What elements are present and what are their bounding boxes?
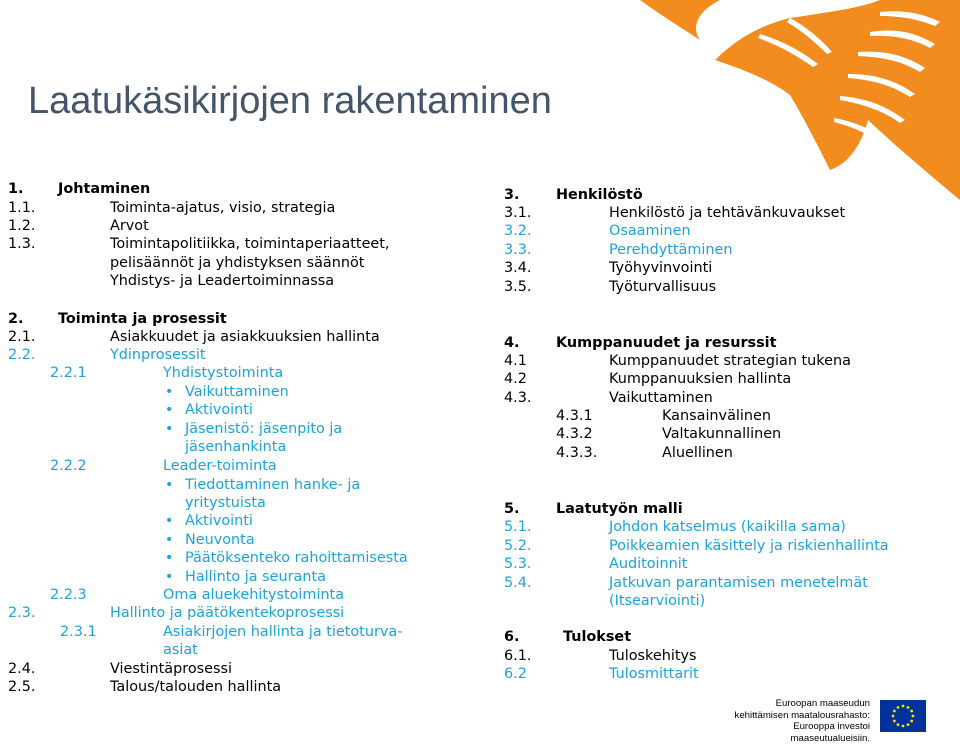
item-text: (Itsearviointi) [609,593,706,609]
item-text: Neuvonta [185,532,255,548]
bullet-icon: • [165,550,174,566]
star-icon [907,706,910,709]
item-text: Arvot [110,218,149,234]
item-number: 4.2 [504,371,527,387]
item-number: 4.3.2 [556,426,593,442]
eu-flag-icon [880,700,926,732]
item-number: 2.4. [8,661,36,677]
item-text: Valtakunnallinen [662,426,782,442]
bullet-icon: • [165,513,174,529]
bullet-icon: • [165,402,174,418]
item-number: 2.5. [8,679,36,695]
item-number: 3.4. [504,260,532,276]
item-number: 1.1. [8,200,36,216]
item-text: Osaaminen [609,223,691,239]
item-number: 5.1. [504,519,532,535]
item-text: Toiminta ja prosessit [58,311,227,327]
item-number: 4. [504,335,520,351]
item-number: 3. [504,187,520,203]
item-text: Perehdyttäminen [609,242,733,258]
star-icon [902,705,905,708]
star-icon [910,720,913,723]
item-text: Vaikuttaminen [609,390,713,406]
item-text: Tulosmittarit [609,666,699,682]
star-icon [893,720,896,723]
item-text: Työturvallisuus [609,279,717,295]
item-number: 1.2. [8,218,36,234]
item-number: 3.3. [504,242,532,258]
item-text: Talous/talouden hallinta [110,679,282,695]
star-icon [897,723,900,726]
item-text: Johdon katselmus (kaikilla sama) [609,519,846,535]
item-number: 5. [504,501,520,517]
star-icon [897,706,900,709]
item-text: Laatutyön malli [556,501,683,517]
item-text: Henkilöstö ja tehtävänkuvaukset [609,205,846,221]
bullet-icon: • [165,421,174,437]
item-number: 2.2. [8,347,36,363]
item-text: Kumppanuuksien hallinta [609,371,792,387]
item-text: Asiakirjojen hallinta ja tietoturva- [163,624,403,640]
item-text: Toimintapolitiikka, toimintaperiaatteet, [110,236,390,252]
item-text: yritystuista [185,495,266,511]
bullet-icon: • [165,477,174,493]
item-text: Poikkeamien käsittely ja riskienhallinta [609,538,889,554]
bullet-icon: • [165,384,174,400]
item-text: Tulokset [563,629,632,645]
item-text: Päätöksenteko rahoittamisesta [185,550,408,566]
item-text: asiat [163,642,198,658]
item-text: Aktivointi [185,402,253,418]
star-icon [907,723,910,726]
page-title: Laatukäsikirjojen rakentaminen [28,80,552,122]
eu-line: Euroopan maaseudun [775,698,870,709]
item-number: 3.1. [504,205,532,221]
item-number: 2.1. [8,329,36,345]
item-number: 4.3. [504,390,532,406]
eu-line: Eurooppa investoi maaseutualueisiin. [790,721,870,744]
item-text: Tiedottaminen hanke- ja [185,477,361,493]
item-number: 4.3.3. [556,445,598,461]
item-number: 2.2.3 [50,587,87,603]
item-text: Hallinto ja päätökentekoprosessi [110,605,345,621]
item-text: Asiakkuudet ja asiakkuuksien hallinta [110,329,380,345]
item-text: Yhdistystoiminta [163,365,284,381]
star-icon [893,710,896,713]
item-number: 6.2 [504,666,527,682]
item-text: Kumppanuudet ja resurssit [556,335,777,351]
item-text: pelisäännöt ja yhdistyksen säännöt [110,255,365,271]
item-number: 2. [8,311,24,327]
item-text: Vaikuttaminen [185,384,289,400]
item-text: Johtaminen [58,181,151,197]
bullet-icon: • [165,532,174,548]
eu-funding-text [712,698,870,744]
item-number: 2.3.1 [60,624,97,640]
item-number: 1. [8,181,24,197]
item-text: Aktivointi [185,513,253,529]
item-text: Toiminta-ajatus, visio, strategia [110,200,336,216]
item-number: 4.3.1 [556,408,593,424]
item-number: 3.5. [504,279,532,295]
item-text: Henkilöstö [556,187,643,203]
item-text: Ydinprosessit [110,347,206,363]
star-icon [912,715,915,718]
item-text: Auditoinnit [609,556,688,572]
item-number: 5.4. [504,575,532,591]
item-text: Kansainvälinen [662,408,771,424]
item-text: Jatkuvan parantamisen menetelmät [609,575,868,591]
item-text: Leader-toiminta [163,458,277,474]
star-icon [902,725,905,728]
item-number: 5.3. [504,556,532,572]
item-text: Aluellinen [662,445,733,461]
bullet-icon: • [165,569,174,585]
star-icon [892,715,895,718]
item-number: 5.2. [504,538,532,554]
item-text: Hallinto ja seuranta [185,569,326,585]
star-icon [910,710,913,713]
item-number: 6.1. [504,648,532,664]
item-number: 2.3. [8,605,36,621]
item-number: 4.1 [504,353,527,369]
item-number: 2.2.1 [50,365,87,381]
item-text: Yhdistys- ja Leadertoiminnassa [110,273,335,289]
item-number: 3.2. [504,223,532,239]
item-number: 2.2.2 [50,458,87,474]
item-text: Kumppanuudet strategian tukena [609,353,851,369]
item-number: 6. [504,629,520,645]
item-text: Jäsenistö: jäsenpito ja [185,421,343,437]
item-text: Työhyvinvointi [609,260,713,276]
item-text: jäsenhankinta [185,439,287,455]
eu-line: kehittämisen maatalousrahasto: [734,709,870,721]
item-number: 1.3. [8,236,36,252]
item-text: Viestintäprosessi [110,661,232,677]
item-text: Oma aluekehitystoiminta [163,587,345,603]
item-text: Tuloskehitys [609,648,697,664]
